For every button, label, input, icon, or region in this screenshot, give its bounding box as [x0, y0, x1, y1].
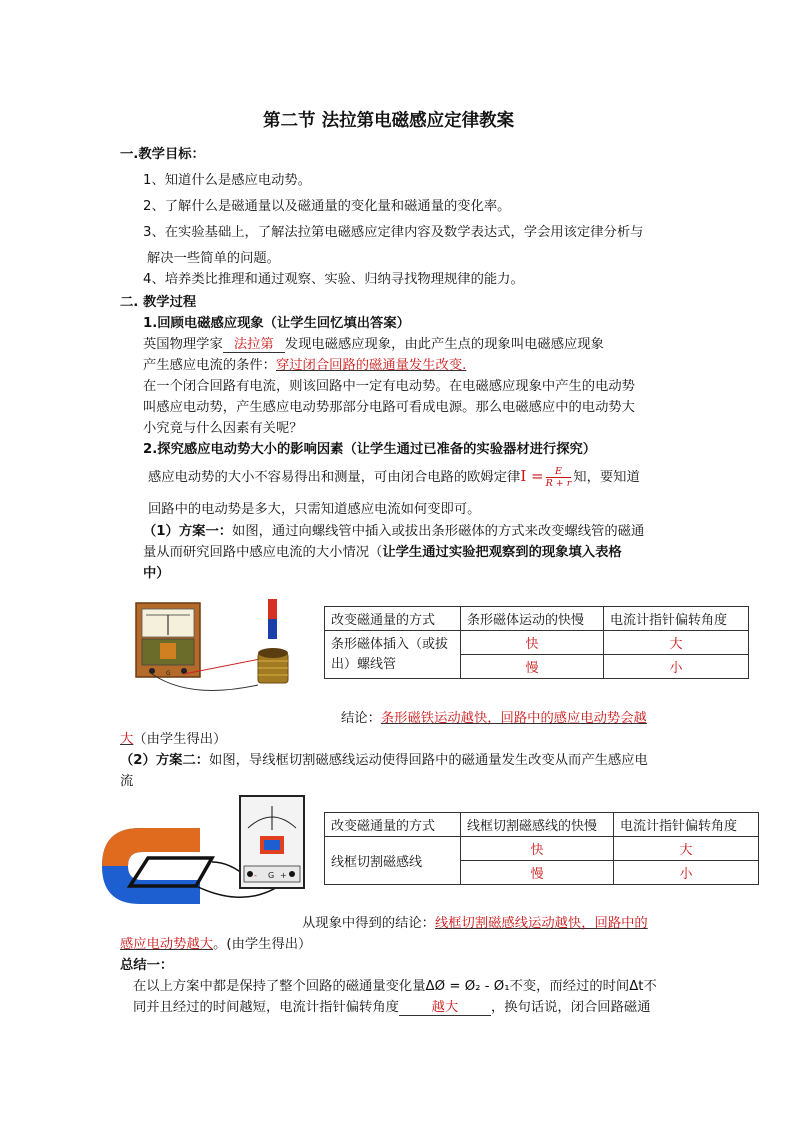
faraday-blank: 法拉第 [223, 337, 285, 353]
sub2-line2: 回路中的电动势是多大，只需知道感应电流如何变即可。 [148, 502, 481, 517]
goal-item-4: 4、培养类比推理和通过观察、实验、归纳寻找物理规律的能力。 [143, 272, 524, 287]
summary-line1: 在以上方案中都是保持了整个回路的磁通量变化量ΔØ = Ø₂ - Ø₁不变，而经过的时间Δt不 [133, 979, 657, 994]
summary-line2 [133, 996, 651, 1016]
plan1-label: （1）方案一： [143, 524, 233, 539]
goal-item-1: 1、知道什么是感应电动势。 [143, 173, 312, 188]
table2 [324, 812, 759, 885]
sub2-line1-pre: 感应电动势的大小不容易得出和测量，可由闭合电路的欧姆定律 [148, 470, 521, 485]
conclusion1-post: （由学生得出） [133, 732, 227, 747]
terminal-left-icon [149, 668, 155, 674]
sub1-line1-post: 发现电磁感应现象，由此产生点的现象叫电磁感应现象 [284, 337, 604, 352]
sub1-line2-pre: 产生感应电流的条件： [143, 358, 276, 373]
sub1-heading: 1.回顾电磁感应现象（让学生回忆填出答案） [143, 316, 410, 331]
sub2-line1 [148, 462, 640, 492]
sub1-line2 [143, 354, 466, 373]
conclusion2-line1 [302, 912, 648, 931]
plan1-line3: 中） [143, 566, 170, 581]
summary-line2-pre: 同并且经过的时间越短，电流计指针偏转角度 [133, 1000, 399, 1015]
table1-header-1: 改变磁通量的方式 [325, 607, 461, 631]
conclusion2-pre: 从现象中得到的结论： [302, 916, 435, 931]
plan1-text: 如图，通过向螺线管中插入或拔出条形磁体的方式来改变螺线管的磁通 [232, 524, 645, 539]
conclusion1-answer-b: 大 [120, 732, 134, 747]
conclusion2-answer-a: 线框切割磁感线运动越快，回路中的 [434, 916, 648, 931]
plan1-line2 [143, 541, 622, 560]
formula-denominator: R + r [545, 477, 572, 489]
sub1-para-1: 在一个闭合回路有电流，则该回路中一定有电动势。在电磁感应现象中产生的电动势 [143, 379, 635, 394]
sub1-para-2: 叫感应电动势，产生感应电动势那部分电路可看成电源。那么电磁感应中的电动势大 [143, 400, 635, 415]
conclusion1-line2 [120, 728, 226, 747]
formula-numerator: E [546, 466, 572, 478]
meter-minus-label: - [254, 871, 257, 880]
plan1-line1 [143, 520, 644, 539]
plan2-text: 如图，导线框切割磁感线运动使得回路中的磁通量发生改变从而产生感应电 [209, 753, 648, 768]
table1-angle-small: 小 [604, 655, 749, 679]
table1-speed-fast: 快 [461, 631, 604, 655]
table2-angle-large: 大 [614, 837, 759, 861]
conclusion2-answer-b: 感应电动势越大 [120, 937, 214, 952]
table1 [324, 606, 749, 679]
table1-header-2: 条形磁体运动的快慢 [461, 607, 604, 631]
condition-answer: 穿过闭合回路的磁通量发生改变. [275, 358, 467, 373]
table2-header-2: 线框切割磁感线的快慢 [461, 813, 614, 837]
goal-item-3-cont: 解决一些简单的问题。 [147, 251, 280, 266]
conclusion2-post: 。(由学生得出） [213, 937, 312, 952]
summary-blank: 越大 [399, 1000, 491, 1016]
meter-terminal-minus-icon [247, 871, 253, 877]
figure1-g-label: G [166, 670, 171, 677]
sub1-line1 [143, 333, 604, 353]
conclusion1-line1 [341, 707, 647, 726]
table2-speed-fast: 快 [461, 837, 614, 861]
sub1-para-3: 小究竟与什么因素有关呢？ [143, 421, 303, 436]
section2-heading: 二. 教学过程 [120, 295, 197, 310]
sub2-heading: 2.探究感应电动势大小的影响因素（让学生通过已准备的实验器材进行探究） [143, 442, 597, 457]
section1-heading: 一.教学目标： [120, 147, 205, 162]
table1-angle-large: 大 [604, 631, 749, 655]
plan2-line1 [120, 749, 648, 768]
table1-row-label: 条形磁体插入（或拔出）螺线管 [325, 631, 461, 679]
page-title: 第二节 法拉第电磁感应定律教案 [263, 111, 515, 131]
summary-line2-post: ，换句话说，闭合回路磁通 [490, 1000, 651, 1015]
plan2-label: （2）方案二： [120, 753, 210, 768]
table2-angle-small: 小 [614, 861, 759, 885]
plan1-line2-bold: 让学生通过实验把观察到的现象填入表格 [382, 545, 622, 560]
bar-magnet-north [268, 599, 277, 619]
formula-fraction [546, 466, 572, 489]
table2-row-label: 线框切割磁感线 [325, 837, 461, 885]
table1-speed-slow: 慢 [461, 655, 604, 679]
sub2-line1-post: 知，要知道 [573, 470, 640, 485]
summary-heading: 总结一： [120, 958, 174, 973]
goal-item-2: 2、了解什么是磁通量以及磁通量的变化量和磁通量的变化率。 [143, 199, 511, 214]
conclusion1-answer-a: 条形磁铁运动越快，回路中的感应电动势会越 [380, 711, 647, 726]
plan2-line2: 流 [120, 774, 134, 789]
figure1-galvanometer-coil [130, 595, 300, 705]
goal-item-3: 3、在实验基础上，了解法拉第电磁感应定律内容及数学表达式，学会用该定律分析与 [143, 225, 644, 240]
sub1-line1-pre: 英国物理学家 [143, 337, 223, 352]
figure2-magnet-frame-meter [100, 792, 310, 914]
conclusion2-line2 [120, 933, 311, 952]
formula-lhs: I = [520, 467, 544, 485]
table2-header-1: 改变磁通量的方式 [325, 813, 461, 837]
meter-g-label: G [268, 871, 275, 880]
table2-speed-slow: 慢 [461, 861, 614, 885]
meter-terminal-plus-icon [289, 871, 295, 877]
bar-magnet-south [268, 619, 277, 639]
table1-header-3: 电流计指针偏转角度 [604, 607, 749, 631]
table2-header-3: 电流计指针偏转角度 [614, 813, 759, 837]
conclusion1-pre: 结论： [341, 711, 381, 726]
plan1-line2-pre: 量从而研究回路中感应电流的大小情况（ [143, 545, 383, 560]
meter-plus-label: + [280, 871, 287, 880]
